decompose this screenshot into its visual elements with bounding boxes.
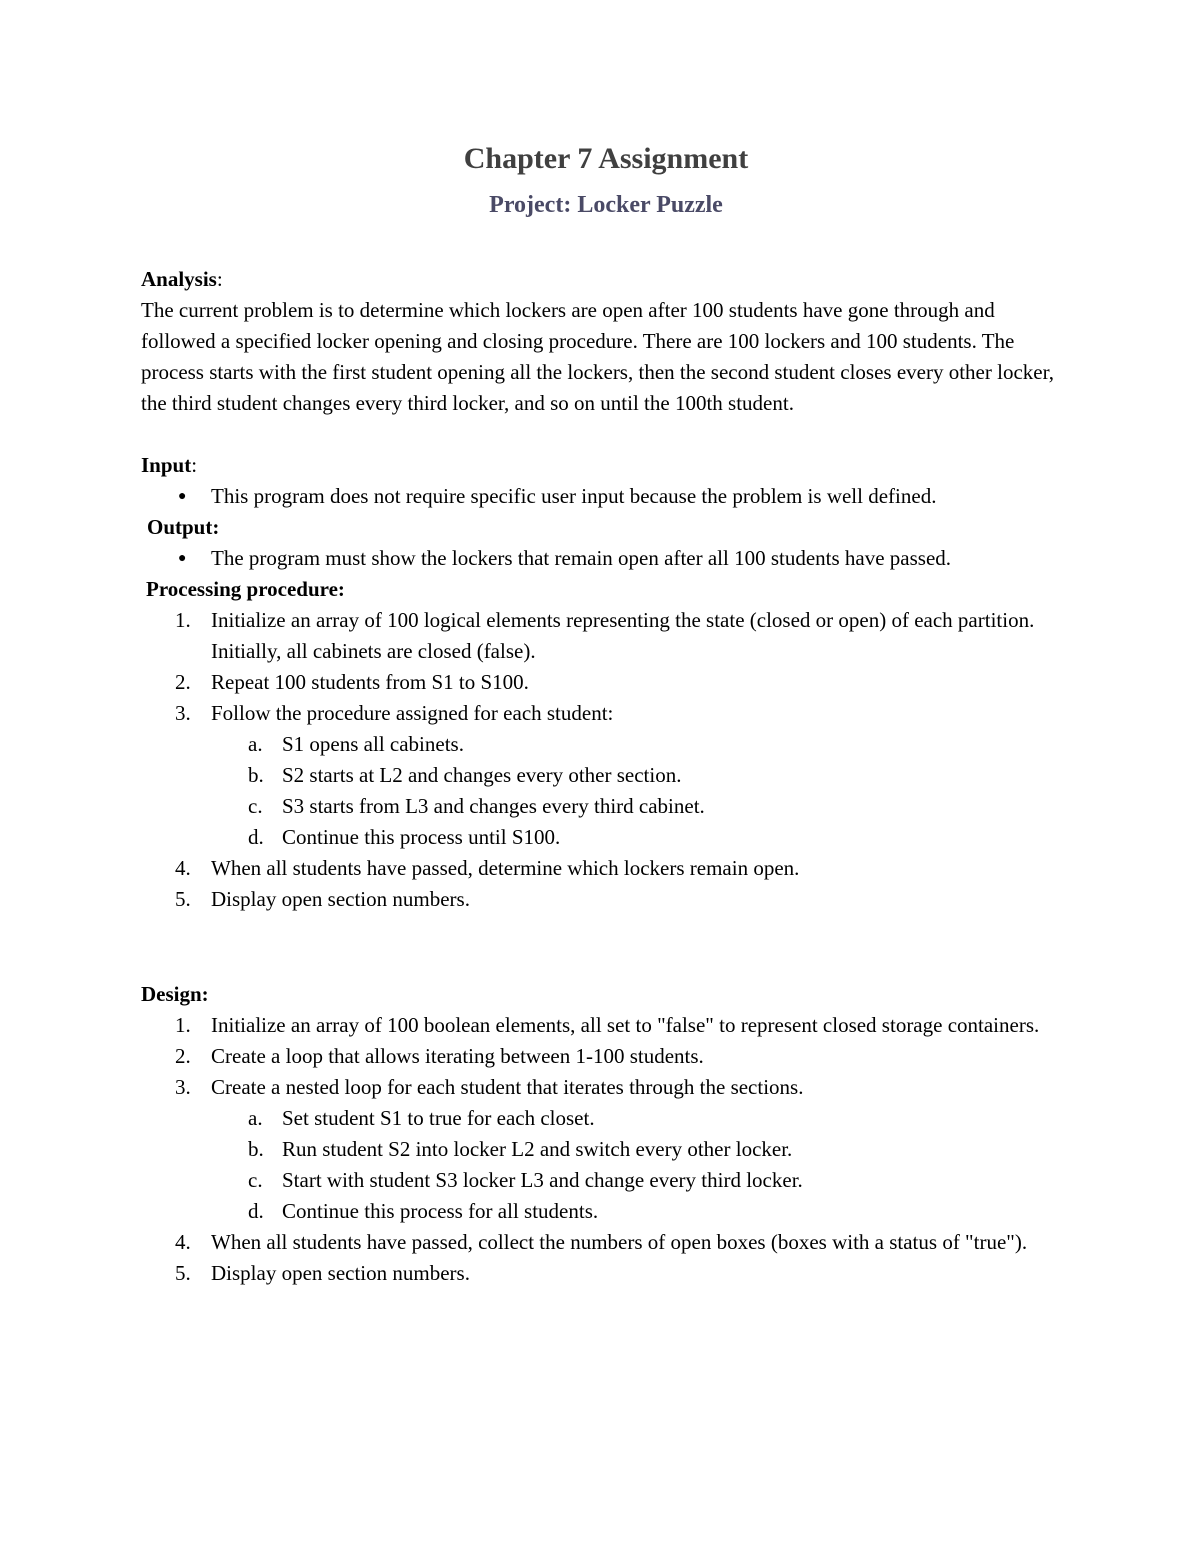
bullet-icon: ● [178, 489, 187, 504]
substep-letter: c. [248, 1168, 263, 1192]
input-bullet-text: This program does not require specific user input because the problem is well defined. [211, 484, 937, 508]
analysis-heading [141, 264, 1071, 295]
step-number: 5. [175, 1261, 191, 1285]
processing-steps-list [141, 605, 1071, 915]
list-item [211, 1134, 1061, 1165]
input-heading-label: Input [141, 453, 192, 477]
substep-text: Run student S2 into locker L2 and switch every other locker. [282, 1137, 793, 1161]
step-text: Create a loop that allows iterating between 1-100 students. [211, 1044, 704, 1068]
step-number: 4. [175, 856, 191, 880]
step-text: Repeat 100 students from S1 to S100. [211, 670, 529, 694]
processing-heading: Processing procedure: [146, 577, 345, 601]
step-text: Initialize an array of 100 logical elements representing the state (closed or open) of each partition. Initially, all cabinets are closed (false). [211, 608, 1035, 663]
analysis-paragraph: The current problem is to determine which lockers are open after 100 students have gone through and followed a specified locker opening and closing procedure. There are 100 lockers and 100 students. The process starts with the first student opening all the lockers, then the second student closes every other locker, the third student changes every third locker, and so on until the 100th student. [141, 298, 1054, 415]
list-item [141, 1010, 1061, 1041]
substep-text: S3 starts from L3 and changes every third cabinet. [282, 794, 705, 818]
step-number: 3. [175, 1075, 191, 1099]
list-item [141, 1041, 1061, 1072]
substep-text: S1 opens all cabinets. [282, 732, 464, 756]
substep-letter: b. [248, 763, 264, 787]
design-substeps-list [211, 1103, 1061, 1227]
substep-text: Continue this process for all students. [282, 1199, 599, 1223]
step-number: 3. [175, 701, 191, 725]
list-item [141, 1072, 1061, 1227]
analysis-heading-colon: : [216, 267, 223, 291]
step-number: 5. [175, 887, 191, 911]
substep-letter: c. [248, 794, 263, 818]
list-item [141, 605, 1061, 667]
design-heading: Design: [141, 982, 209, 1006]
list-item [211, 1196, 1061, 1227]
step-text: Initialize an array of 100 boolean elements, all set to "false" to represent closed storage containers. [211, 1013, 1040, 1037]
substep-text: Continue this process until S100. [282, 825, 561, 849]
list-item [141, 1227, 1061, 1258]
substep-letter: d. [248, 825, 264, 849]
list-item [141, 543, 1071, 574]
substep-letter: d. [248, 1199, 264, 1223]
list-item [141, 698, 1061, 853]
page-subtitle: Project: Locker Puzzle [489, 192, 723, 218]
substep-text: Set student S1 to true for each closet. [282, 1106, 595, 1130]
step-text: Display open section numbers. [211, 1261, 470, 1285]
list-item [141, 853, 1061, 884]
step-number: 2. [175, 1044, 191, 1068]
step-number: 1. [175, 608, 191, 632]
step-text: Create a nested loop for each student that iterates through the sections. [211, 1075, 804, 1099]
list-item [141, 481, 1071, 512]
substep-letter: a. [248, 732, 263, 756]
step-number: 1. [175, 1013, 191, 1037]
list-item [211, 822, 1061, 853]
design-steps-list [141, 1010, 1071, 1289]
list-item [211, 729, 1061, 760]
substep-text: S2 starts at L2 and changes every other section. [282, 763, 682, 787]
page-title: Chapter 7 Assignment [463, 142, 749, 175]
substep-text: Start with student S3 locker L3 and change every third locker. [282, 1168, 803, 1192]
list-item [211, 1165, 1061, 1196]
step-text: When all students have passed, determine which lockers remain open. [211, 856, 800, 880]
bullet-icon: ● [178, 551, 187, 566]
output-heading: Output: [147, 515, 220, 539]
processing-substeps-list [211, 729, 1061, 853]
input-bullet-list [141, 481, 1071, 512]
step-text: Follow the procedure assigned for each student: [211, 701, 614, 725]
list-item [141, 1258, 1061, 1289]
list-item [211, 760, 1061, 791]
step-text: Display open section numbers. [211, 887, 470, 911]
step-number: 4. [175, 1230, 191, 1254]
output-bullet-text: The program must show the lockers that remain open after all 100 students have passed. [211, 546, 952, 570]
step-number: 2. [175, 670, 191, 694]
list-item [141, 667, 1061, 698]
output-bullet-list [141, 543, 1071, 574]
list-item [211, 1103, 1061, 1134]
document-page [141, 138, 1071, 1289]
list-item [141, 884, 1061, 915]
input-heading-colon: : [191, 453, 198, 477]
list-item [211, 791, 1061, 822]
substep-letter: b. [248, 1137, 264, 1161]
input-heading [141, 450, 1071, 481]
step-text: When all students have passed, collect the numbers of open boxes (boxes with a status of "true"). [211, 1230, 1028, 1254]
analysis-heading-label: Analysis [141, 267, 217, 291]
substep-letter: a. [248, 1106, 263, 1130]
